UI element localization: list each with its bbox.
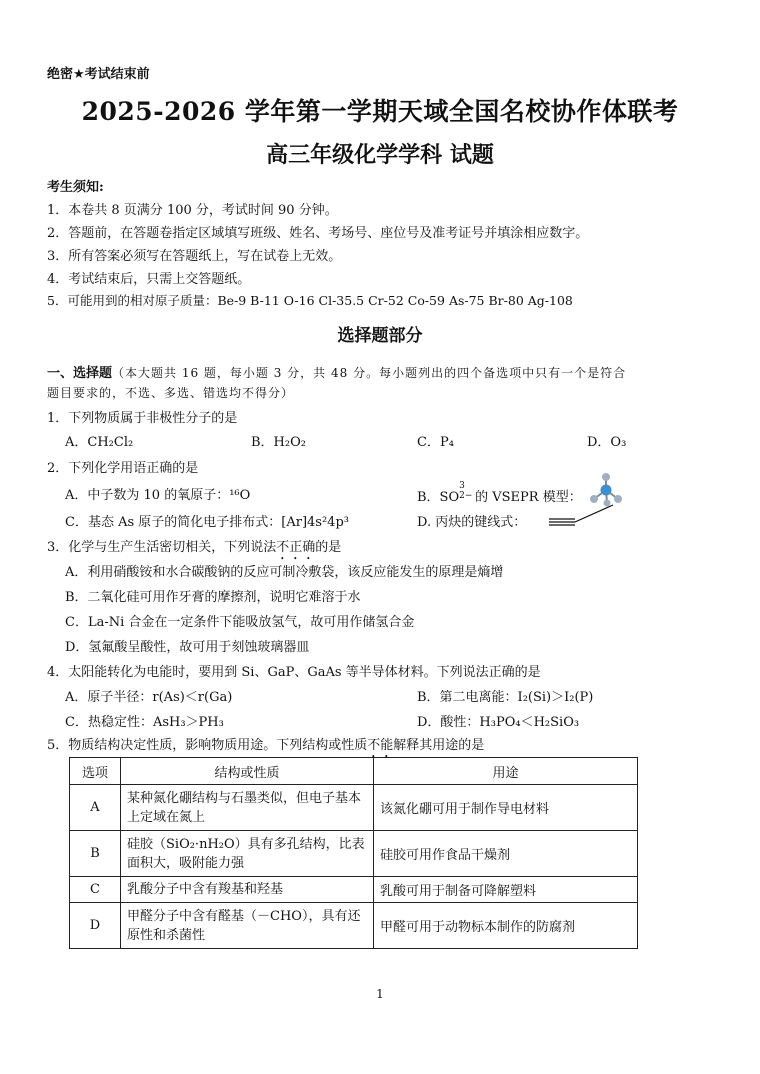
- q3-stem-pre: 3．化学与生产生活密切相关，下列说法: [47, 540, 277, 555]
- section-title: 选择题部分: [337, 326, 423, 346]
- q1-option-c: C．P₄: [417, 435, 454, 450]
- q4-stem: 4．太阳能转化为电能时，要用到 Si、GaP、GaAs 等半导体材料。下列说法正确的是: [47, 665, 541, 680]
- exam-title: 2025-2026 学年第一学期天域全国名校协作体联考: [81, 97, 679, 126]
- q3-option-d: D．氢氟酸呈酸性，故可用于刻蚀玻璃器皿: [65, 640, 310, 655]
- q1-stem: 1．下列物质属于非极性分子的是: [47, 411, 238, 426]
- q2-option-b-pre: B．SO: [417, 490, 460, 505]
- table-header: 选项: [70, 758, 121, 785]
- page-number: 1: [376, 987, 384, 1001]
- notice-item-1: 1．本卷共 8 页满分 100 分，考试时间 90 分钟。: [47, 203, 338, 218]
- section-intro-line1: [47, 362, 626, 381]
- notice-item-5: 5．可能用到的相对原子质量：Be-9 B-11 O-16 Cl-35.5 Cr-52 Co-59 As-75 Br-80 Ag-108: [47, 293, 573, 308]
- q4-option-b: B．第二电离能：I₂(Si)＞I₂(P): [417, 690, 594, 705]
- table-cell-use: 该氮化硼可用于制作导电材料: [374, 785, 638, 831]
- table-header-row: [70, 758, 638, 785]
- table-cell-option: A: [70, 785, 121, 831]
- section-rules: （本大题共 16 题，每小题 3 分，共 48 分。每小题列出的四个备选项中只有一个是符合: [112, 366, 627, 380]
- q5-table: [69, 757, 638, 949]
- q3-stem: [47, 536, 341, 563]
- q2-option-b: [417, 481, 582, 505]
- exam-subtitle: 高三年级化学学科 试题: [266, 142, 494, 168]
- table-cell-property: 乳酸分子中含有羧基和羟基: [121, 877, 374, 903]
- table-row: [70, 785, 638, 831]
- table-cell-property: 硅胶（SiO₂·nH₂O）具有多孔结构，比表面积大，吸附能力强: [121, 831, 374, 877]
- table-cell-option: D: [70, 903, 121, 949]
- q1-option-d: D．O₃: [587, 435, 627, 450]
- table-cell-use: 硅胶可用作食品干燥剂: [374, 831, 638, 877]
- table-row: [70, 831, 638, 877]
- table-cell-property: 甲醛分子中含有醛基（－CHO），具有还原性和杀菌性: [121, 903, 374, 949]
- notice-item-3: 3．所有答案必须写在答题纸上，写在试卷上无效。: [47, 249, 342, 264]
- table-header: 结构或性质: [121, 758, 374, 785]
- q2-option-a: A．中子数为 10 的氧原子：¹⁶O: [65, 488, 251, 503]
- q5-stem-pre: 5．物质结构决定性质，影响物质用途。下列结构或性质: [47, 738, 368, 753]
- q5-stem-emphasis: 不能: [367, 738, 394, 753]
- sulfite-charge: 3 2−: [459, 481, 473, 501]
- notice-heading: 考生须知:: [47, 180, 104, 195]
- q3-option-a: A．利用硝酸铵和水合碳酸钠的反应可制冷敷袋，该反应能发生的原理是熵增: [65, 565, 504, 580]
- q2-stem: 2．下列化学用语正确的是: [47, 461, 199, 476]
- section-label: 一、选择题: [47, 366, 113, 381]
- table-row: [70, 903, 638, 949]
- propyne-skeletal-icon: [547, 503, 617, 527]
- q3-stem-emphasis: 不正确: [276, 540, 316, 555]
- table-cell-option: C: [70, 877, 121, 903]
- q3-stem-post: 的是: [315, 540, 342, 555]
- table-header: 用途: [374, 758, 638, 785]
- q2-option-c: C．基态 As 原子的简化电子排布式：[Ar]4s²4p³: [65, 515, 349, 530]
- table-cell-property: 某种氮化硼结构与石墨类似，但电子基本上定域在氮上: [121, 785, 374, 831]
- q4-option-c: C．热稳定性：AsH₃＞PH₃: [65, 715, 224, 730]
- q2-option-b-post: 的 VSEPR 模型：: [475, 490, 582, 505]
- q1-option-b: B．H₂O₂: [251, 435, 306, 450]
- q3-option-c: C．La-Ni 合金在一定条件下能吸放氢气，故可用作储氢合金: [65, 615, 415, 630]
- table-cell-use: 乳酸可用于制备可降解塑料: [374, 877, 638, 903]
- notice-item-4: 4．考试结束后，只需上交答题纸。: [47, 272, 251, 287]
- confidential-label: 绝密★考试结束前: [47, 67, 150, 82]
- q3-option-b: B．二氧化硅可用作牙膏的摩擦剂，说明它难溶于水: [65, 590, 361, 605]
- section-intro-line2: 题目要求的，不选、多选、错选均不得分）: [47, 386, 295, 400]
- table-cell-use: 甲醛可用于动物标本制作的防腐剂: [374, 903, 638, 949]
- q2-option-d: D. 丙炔的键线式：: [417, 515, 527, 530]
- q1-option-a: A．CH₂Cl₂: [65, 435, 134, 450]
- q4-option-a: A．原子半径：r(As)＜r(Ga): [65, 690, 233, 705]
- q4-option-d: D．酸性：H₃PO₄＜H₂SiO₃: [417, 715, 580, 730]
- notice-item-2: 2．答题前，在答题卷指定区域填写班级、姓名、考场号、座位号及准考证号并填涂相应数字。: [47, 226, 589, 241]
- table-row: [70, 877, 638, 903]
- table-cell-option: B: [70, 831, 121, 877]
- q5-stem-post: 解释其用途的是: [393, 738, 485, 753]
